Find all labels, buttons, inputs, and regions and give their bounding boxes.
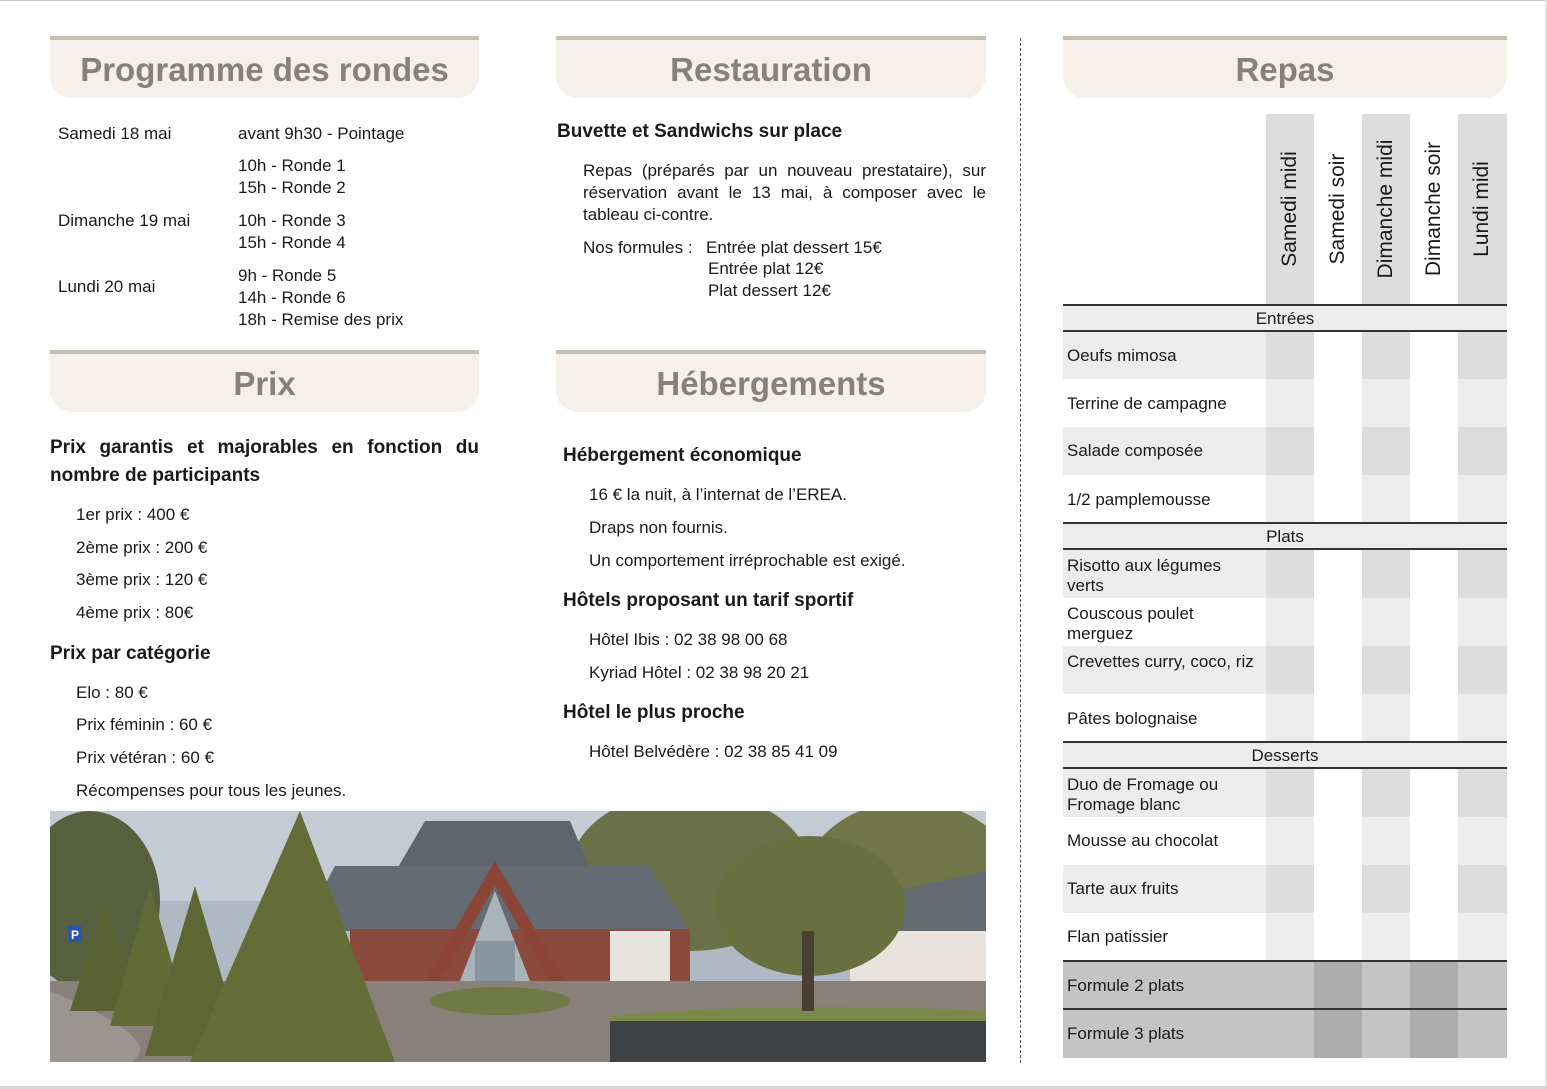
buvette-title: Buvette et Sandwichs sur place xyxy=(557,121,843,142)
formule-row: Formule 3 plats xyxy=(1067,1024,1185,1043)
programme-line: 18h - Remise des prix xyxy=(238,310,404,329)
heb-hotels-title: Hôtels proposant un tarif sportif xyxy=(563,590,854,611)
heb-hotel: Hôtel Ibis : 02 38 98 00 68 xyxy=(589,630,788,649)
table-rule xyxy=(1063,330,1507,332)
dish-row: 1/2 pamplemousse xyxy=(1067,490,1211,509)
prix-categorie: Elo : 80 € xyxy=(76,683,148,702)
programme-day-1: Samedi 18 mai xyxy=(58,124,172,143)
venue-photo-drawing xyxy=(50,811,986,1062)
parking-sign: P xyxy=(71,928,80,942)
section-entrees: Entrées xyxy=(1063,306,1507,330)
dish-row: Tarte aux fruits xyxy=(1067,879,1179,898)
formule-item: Entrée plat dessert 15€ xyxy=(706,238,882,257)
page-top-edge xyxy=(0,0,1547,1)
col-head-dimanche-midi: Dimanche midi xyxy=(1374,139,1397,279)
hebergements-header: Hébergements xyxy=(556,350,986,412)
dish-row: Terrine de campagne xyxy=(1067,394,1227,413)
col-head-lundi-midi: Lundi midi xyxy=(1470,161,1493,257)
dish-row: Couscous poulet merguez xyxy=(1067,604,1194,643)
dish-row: Mousse au chocolat xyxy=(1067,831,1219,850)
formule-cell-dark xyxy=(1314,962,1362,1058)
prix-categorie-title: Prix par catégorie xyxy=(50,643,211,664)
dish-row: Oeufs mimosa xyxy=(1067,346,1177,365)
dish-row: Flan patissier xyxy=(1067,927,1169,946)
prix-categorie: Prix vétéran : 60 € xyxy=(76,748,214,767)
heb-hotel: Kyriad Hôtel : 02 38 98 20 21 xyxy=(589,663,810,682)
section-plats: Plats xyxy=(1063,524,1507,548)
programme-line: avant 9h30 - Pointage xyxy=(238,124,405,143)
programme-line: 9h - Ronde 5 xyxy=(238,266,337,285)
formule-item: Plat dessert 12€ xyxy=(708,281,831,300)
formule-row: Formule 2 plats xyxy=(1067,976,1185,995)
programme-day-2: Dimanche 19 mai xyxy=(58,211,191,230)
formule-item: Entrée plat 12€ xyxy=(708,259,824,278)
restauration-header: Restauration xyxy=(556,36,986,98)
prix-garantis-line: nombre de participants xyxy=(50,465,261,486)
col-head-samedi-soir: Samedi soir xyxy=(1326,153,1349,265)
programme-line: 10h - Ronde 1 xyxy=(238,156,346,175)
col-head-dimanche-soir: Dimanche soir xyxy=(1422,141,1445,277)
dish-row: Pâtes bolognaise xyxy=(1067,709,1198,728)
repas-line: Repas (préparés par un nouveau prestataire), sur xyxy=(583,161,986,180)
heb-eco-line: 16 € la nuit, à l’internat de l’EREA. xyxy=(589,485,847,504)
prix-categorie: Récompenses pour tous les jeunes. xyxy=(76,781,347,800)
column-divider xyxy=(1020,38,1021,1063)
repas-line: tableau ci-contre. xyxy=(583,205,714,224)
table-rule xyxy=(1063,1008,1507,1010)
dish-row: Salade composée xyxy=(1067,441,1204,460)
dish-row: Duo de Fromage ou Fromage blanc xyxy=(1067,775,1219,814)
formule-cell-dark xyxy=(1410,962,1458,1058)
heb-eco-title: Hébergement économique xyxy=(563,445,802,466)
venue-photo xyxy=(50,811,986,1062)
programme-line: 15h - Ronde 2 xyxy=(238,178,346,197)
table-rule xyxy=(1063,548,1507,550)
heb-proche: Hôtel Belvédère : 02 38 85 41 09 xyxy=(589,742,838,761)
repas-line: réservation avant le 13 mai, à composer avec le xyxy=(583,183,986,202)
col-head-samedi-midi: Samedi midi xyxy=(1278,151,1301,267)
prix-header: Prix xyxy=(50,350,479,412)
programme-line: 15h - Ronde 4 xyxy=(238,233,346,252)
programme-line: 10h - Ronde 3 xyxy=(238,211,346,230)
repas-header: Repas xyxy=(1063,36,1507,98)
programme-header: Programme des rondes xyxy=(50,36,479,98)
dish-row: Risotto aux légumes verts xyxy=(1067,556,1222,595)
prix-place: 3ème prix : 120 € xyxy=(76,570,208,589)
programme-day-3: Lundi 20 mai xyxy=(58,277,156,296)
table-rule xyxy=(1063,767,1507,769)
prix-place: 2ème prix : 200 € xyxy=(76,538,208,557)
prix-garantis-line: Prix garantis et majorables en fonction du xyxy=(50,437,479,458)
programme-line: 14h - Ronde 6 xyxy=(238,288,346,307)
dish-row: Crevettes curry, coco, riz xyxy=(1067,652,1254,671)
prix-place: 1er prix : 400 € xyxy=(76,505,190,524)
table-rule xyxy=(1063,960,1507,962)
prix-place: 4ème prix : 80€ xyxy=(76,603,194,622)
heb-proche-title: Hôtel le plus proche xyxy=(563,702,745,723)
section-desserts: Desserts xyxy=(1063,743,1507,767)
formules-prefix: Nos formules : xyxy=(583,238,693,257)
heb-eco-line: Un comportement irréprochable est exigé. xyxy=(589,551,906,570)
heb-eco-line: Draps non fournis. xyxy=(589,518,728,537)
prix-categorie: Prix féminin : 60 € xyxy=(76,715,213,734)
